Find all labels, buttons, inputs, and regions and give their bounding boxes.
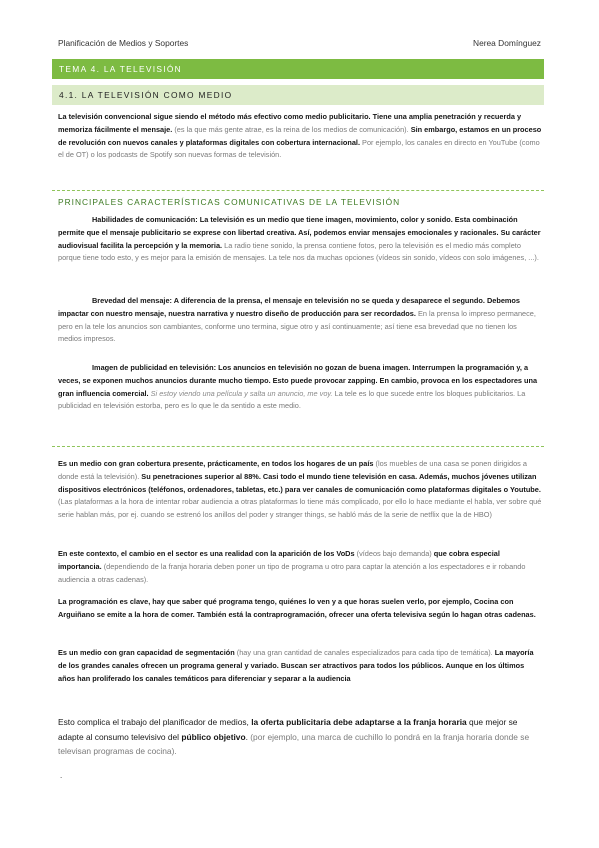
feature-image-italic: Si estoy viendo una película y salta un anuncio, me voy. [148,388,333,398]
subsection-title: 4.1. LA TELEVISIÓN COMO MEDIO [52,85,544,105]
section-title: TEMA 4. LA TELEVISIÓN [52,59,544,79]
vods-note-1: (vídeos bajo demanda) [354,549,432,558]
intro-bold-2: Sin embargo, estamos en un proceso de revolución con nuevos canales y plataformas digitales con cobertura internacional. [58,124,542,147]
vods-note-2: (dependiendo de la franja horaria deben poner un tipo de programa u otro para captar la atención a los espectadores e ir robando audiencia a otras cadenas). [58,561,526,584]
divider-bottom [52,446,544,447]
coverage-bold-2: Su penetraciones superior al 88%. Casi todo el mundo tiene televisión en casa. Además, muchos jóvenes utilizan dispositivos electrónicos (teléfonos, ordenadores, tabletas, etc.) para ver canales de comunicación como plataformas digitales o Youtube. [58,471,541,494]
programming-bold: La programación es clave, hay que saber qué programa tengo, quiénes lo ven y a que horas suelen verlo, por ejemplo, Cocina con Arguiñano se emite a la hora de comer. También está la contraprogramación, ofrecer una oferta televisiva según lo hagan otras cadenas. [58,597,536,619]
feature-brevity-bold: Brevedad del mensaje: A diferencia de la prensa, el mensaje en televisión no se queda y desaparece el segundo. Debemos impactar con nuestro mensaje, nuestra narrativa y nuestro diseño de producción para ser recordados. [58,296,521,318]
planner-text-3: . [245,731,248,742]
segmentation-note: (hay una gran cantidad de canales especializados para cada tipo de temática). [234,648,493,657]
feature-brevity-note: En la prensa lo impreso permanece, pero en la tele los anuncios son cambiantes, conforme uno termina, sigue otro y así continuamente; así tiene esa brevedad que no tienen los medios impresos. [58,308,536,344]
segmentation-paragraph [58,647,542,685]
programming-paragraph [58,596,542,622]
features-heading: PRINCIPALES CARACTERÍSTICAS COMUNICATIVAS DE LA TELEVISIÓN [58,197,401,207]
coverage-bold-1: Es un medio con gran cobertura presente, prácticamente, en todos los hogares de un país [58,459,374,468]
vods-bold-1: En este contexto, el cambio en el sector es una realidad con la aparición de los VoDs [58,549,355,558]
header-author: Nerea Domínguez [473,38,541,48]
vods-paragraph [58,548,542,586]
intro-paragraph [58,111,542,162]
segmentation-bold-1: Es un medio con gran capacidad de segmentación [58,648,235,657]
feature-image-bold: Imagen de publicidad en televisión: Los anuncios en televisión no gozan de buena imagen. Interrumpen la programación y, a veces, se exponen muchos anuncios durante mucho tiempo. Esto puede provocar zapping. En cambio, provoca en los espectadores una gran influencia comercial. [58,363,538,398]
page-header [58,38,541,52]
feature-image-note: La tele es lo que sucede entre los bloques publicitarios. La publicidad en televisión estorba, pero es lo que le da sentido a este medio. [58,388,526,411]
planner-bold-2: público objetivo [181,731,246,742]
vods-bold-2: que cobra especial importancia. [58,549,500,571]
end-mark: . [60,771,63,780]
planner-bold-1: la oferta publicitaria debe adaptarse a la franja horaria [251,717,467,727]
feature-image [58,362,542,413]
coverage-paragraph [58,458,542,522]
planner-paragraph [58,715,542,759]
feature-brevity [58,295,542,346]
intro-note-1: (es la que más gente atrae, es la reina de los medios de comunicación). [172,124,409,134]
segmentation-bold-2: La mayoría de los grandes canales ofrecen un programa general y variado. Buscan ser atractivos para todos los públicos. Aunque en los últimos años han proliferado los canales temáticos para diferenciar y separar a la audiencia [58,648,534,683]
intro-note-2: Por ejemplo, los canales en directo en YouTube (como el de OT) o los podcasts de Spotify son nuevas formas de televisión. [58,137,540,160]
coverage-note-1: (los muebles de una casa se ponen dirigidos a donde está la televisión). [58,459,527,481]
planner-note: (por ejemplo, una marca de cuchillo lo pondrá en la franja horaria donde se televisan programas de cocina). [58,731,530,757]
intro-bold-1: La televisión convencional sigue siendo el método más efectivo como medio publicitario. Tiene una amplia penetración y recuerda y memoriza fácilmente el mensaje. [58,112,522,134]
divider-top [52,190,544,191]
header-course-title: Planificación de Medios y Soportes [58,38,189,48]
planner-text-1: Esto complica el trabajo del planificador de medios, [58,717,252,727]
planner-text-2: que mejor se adapte al consumo televisivo del [58,717,518,742]
feature-communication-bold: Habilidades de comunicación: La televisión es un medio que tiene imagen, movimiento, color y sonido. Esta combinación permite que el mensaje publicitario se exprese con libertad creativa. Así, podemos enviar mensajes emocionales y racionales. Su carácter audiovisual facilita la percepción y la memoria. [58,215,541,250]
feature-communication-note: La radio tiene sonido, la prensa contiene fotos, pero la televisión es el medio más completo porque tiene todo esto, y es mejor para la emisión de mensajes. La tele nos da muchas opciones (vídeos sin sonido, vídeos con solo imágenes, ...). [58,240,539,263]
feature-communication [58,214,542,265]
coverage-note-2: (Las plataformas a la hora de intentar robar audiencia a otras plataformas lo tiene más complicado, por ello lo hace mediante el habla, ver sobre qué serie hablan más, por ej. cuando se estrenó los anillos del poder y stranger things, se habló más de la serie de netflix que la de HBO) [58,497,542,520]
